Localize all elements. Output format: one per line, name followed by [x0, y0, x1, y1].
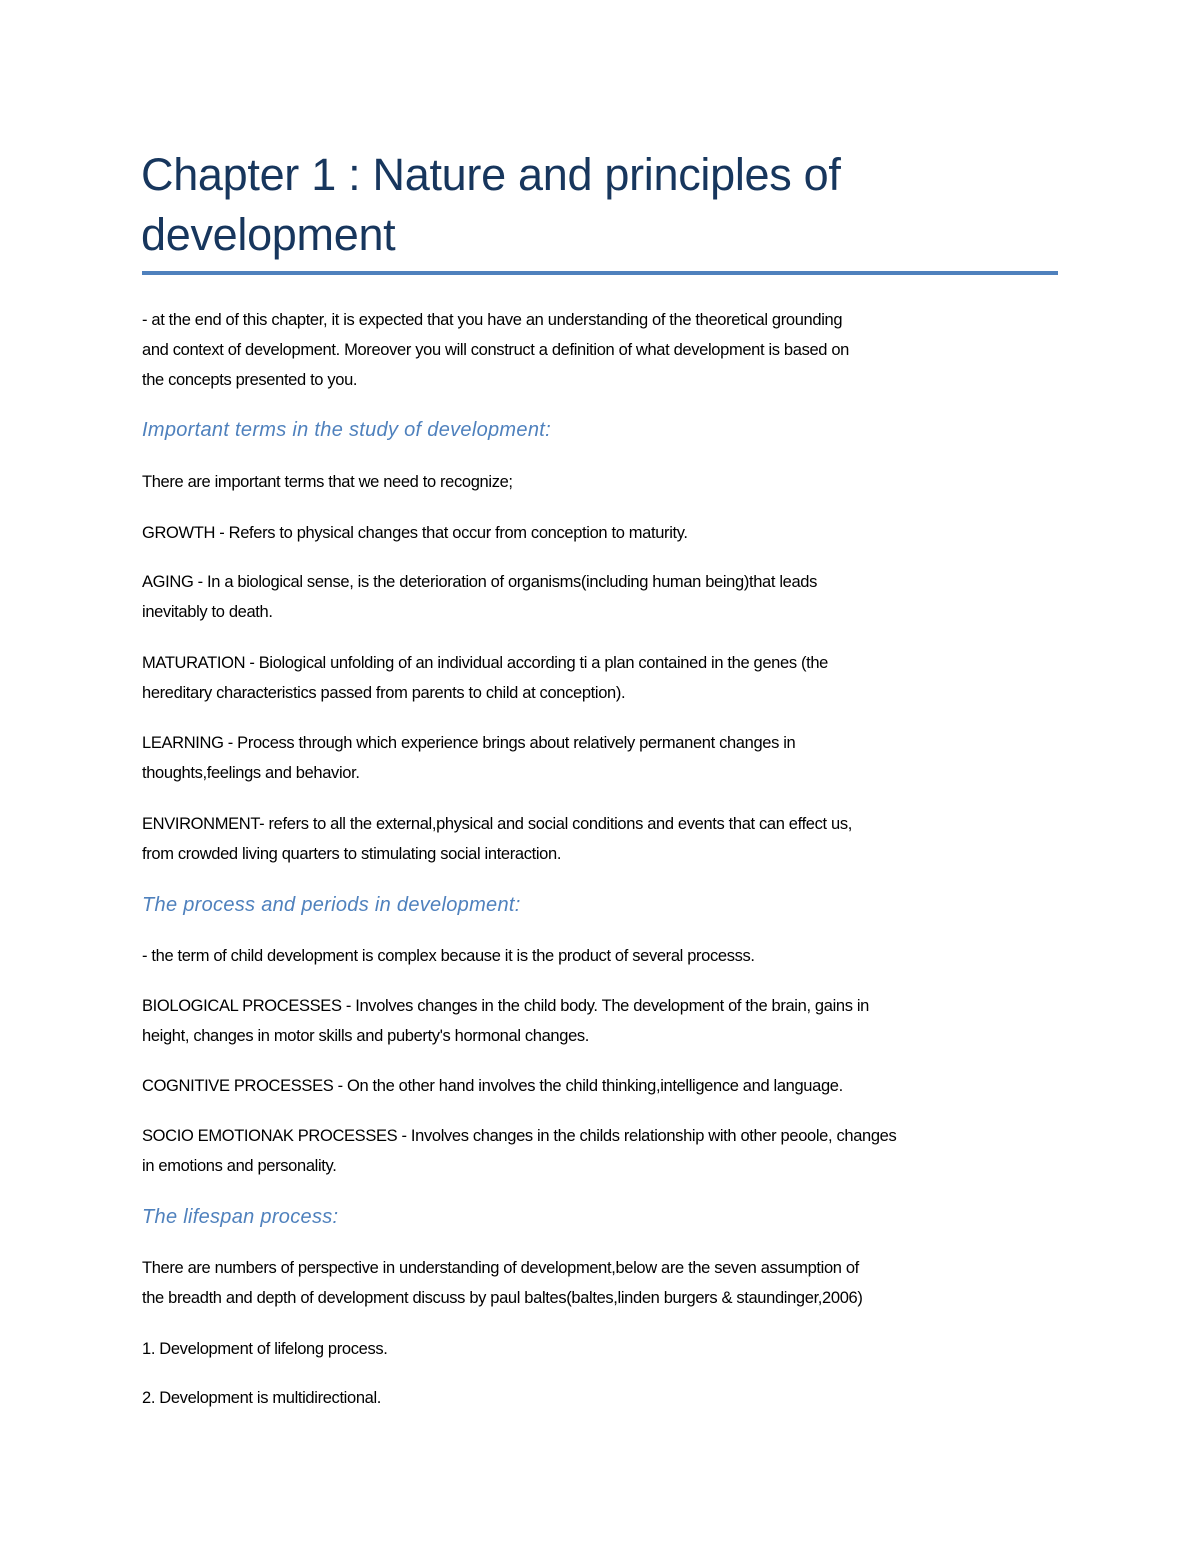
paragraph	[142, 728, 795, 788]
text-line: the concepts presented to you.	[142, 371, 358, 389]
text-line: There are numbers of perspective in understanding of development,below are the seven assumption of	[142, 1259, 859, 1277]
paragraph	[142, 1121, 896, 1181]
text-line: from crowded living quarters to stimulating social interaction.	[142, 845, 562, 863]
text-line: BIOLOGICAL PROCESSES - Involves changes in the child body. The development of the brain, gains in	[142, 997, 869, 1015]
paragraph	[142, 1383, 381, 1413]
text-line: the breadth and depth of development discuss by paul baltes(baltes,linden burgers & staundinger,2006)	[142, 1289, 863, 1307]
paragraph	[142, 467, 513, 497]
paragraph	[142, 567, 817, 627]
text-line: height, changes in motor skills and puberty's hormonal changes.	[142, 1027, 590, 1045]
text-line: LEARNING - Process through which experience brings about relatively permanent changes in	[142, 734, 796, 752]
text-line: AGING - In a biological sense, is the deterioration of organisms(including human being)that leads	[142, 573, 818, 591]
paragraph	[142, 941, 755, 971]
title-line: Chapter 1 : Nature and principles of	[141, 149, 841, 200]
text-line: inevitably to death.	[142, 603, 273, 621]
section-heading: The lifespan process:	[142, 1206, 339, 1228]
title-line: development	[141, 209, 396, 260]
section-heading: The process and periods in development:	[142, 894, 521, 916]
chapter-title	[141, 145, 841, 265]
text-line: MATURATION - Biological unfolding of an individual according ti a plan contained in the genes (the	[142, 654, 828, 672]
text-line: - at the end of this chapter, it is expected that you have an understanding of the theoretical grounding	[142, 311, 843, 329]
paragraph	[142, 518, 688, 548]
text-line: GROWTH - Refers to physical changes that occur from conception to maturity.	[142, 524, 688, 542]
paragraph	[142, 648, 828, 708]
title-underline	[142, 271, 1058, 275]
paragraph	[142, 1334, 387, 1364]
text-line: 2. Development is multidirectional.	[142, 1389, 382, 1407]
text-line: There are important terms that we need to recognize;	[142, 473, 513, 491]
paragraph	[142, 305, 849, 395]
paragraph	[142, 1071, 843, 1101]
paragraph	[142, 809, 852, 869]
text-line: thoughts,feelings and behavior.	[142, 764, 360, 782]
paragraph	[142, 991, 869, 1051]
text-line: ENVIRONMENT- refers to all the external,physical and social conditions and events that can effect us,	[142, 815, 852, 833]
text-line: in emotions and personality.	[142, 1157, 337, 1175]
text-line: hereditary characteristics passed from parents to child at conception).	[142, 684, 626, 702]
text-line: - the term of child development is complex because it is the product of several processs.	[142, 947, 755, 965]
text-line: 1. Development of lifelong process.	[142, 1340, 388, 1358]
paragraph	[142, 1253, 863, 1313]
text-line: SOCIO EMOTIONAK PROCESSES - Involves changes in the childs relationship with other peoole, changes	[142, 1127, 897, 1145]
text-line: and context of development. Moreover you will construct a definition of what development is based on	[142, 341, 850, 359]
section-heading: Important terms in the study of development:	[142, 419, 551, 441]
text-line: COGNITIVE PROCESSES - On the other hand involves the child thinking,intelligence and language.	[142, 1077, 843, 1095]
